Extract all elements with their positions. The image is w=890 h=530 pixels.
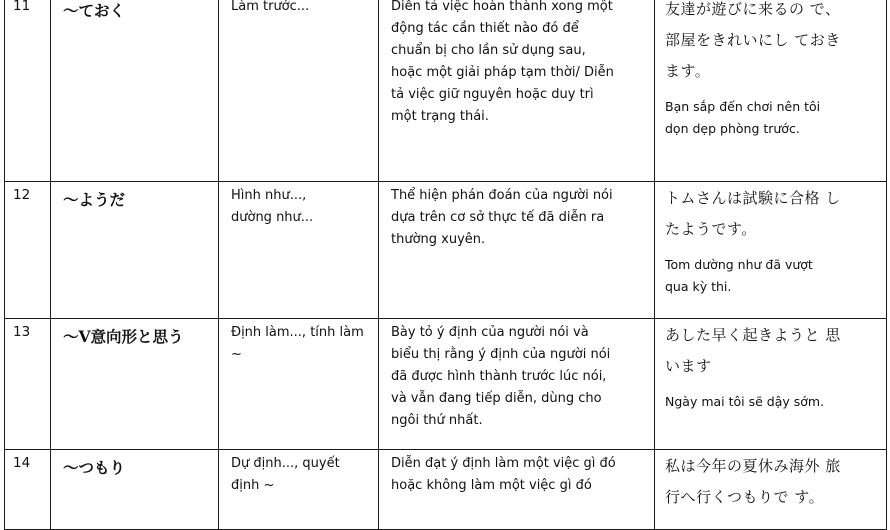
- table-row: [5, 182, 887, 319]
- row-number-cell: 13: [5, 319, 51, 450]
- explanation-line: thường xuyên.: [391, 232, 486, 247]
- row-number-cell: 12: [5, 182, 51, 319]
- explanation-line: Diễn tả việc hoàn thành xong một: [391, 0, 613, 14]
- meaning-cell: [219, 450, 379, 530]
- explanation-line: Diễn đạt ý định làm một việc gì đó: [391, 456, 616, 471]
- table-row: [5, 0, 887, 182]
- meaning-cell: [219, 0, 379, 182]
- explanation-line: động tác cần thiết nào đó để: [391, 21, 579, 36]
- meaning-line: ~: [231, 347, 242, 362]
- explanation-cell: [379, 0, 655, 182]
- explanation-line: một trạng thái.: [391, 109, 489, 124]
- explanation-line: ngôi thứ nhất.: [391, 413, 483, 428]
- example-japanese: 友達が遊びに来るの で、 部屋をきれいにし ておき ます。: [665, 0, 841, 80]
- explanation-cell: [379, 182, 655, 319]
- meaning-line: Định làm..., tính làm: [231, 325, 364, 340]
- example-cell: [655, 0, 887, 182]
- example-cell: [655, 450, 887, 530]
- grammar-pattern-cell: ～つもり: [51, 450, 219, 530]
- grammar-table: [4, 0, 887, 530]
- explanation-line: chuẩn bị cho lần sử dụng sau,: [391, 43, 586, 58]
- meaning-cell: [219, 182, 379, 319]
- explanation-cell: [379, 450, 655, 530]
- example-japanese: 私は今年の夏休み海外 旅 行へ行くつもりで す。: [665, 457, 841, 506]
- example-vietnamese: Ngày mai tôi sẽ dậy sớm.: [665, 394, 825, 409]
- grammar-pattern-cell: ～ようだ: [51, 182, 219, 319]
- example-japanese: トムさんは試験に合格 し たようです。: [665, 189, 841, 238]
- explanation-line: hoặc một giải pháp tạm thời/ Diễn: [391, 65, 614, 80]
- meaning-line: định ~: [231, 478, 275, 493]
- explanation-line: dựa trên cơ sở thực tế đã diễn ra: [391, 210, 605, 225]
- meaning-line: Dự định..., quyết: [231, 456, 340, 471]
- explanation-line: và vẫn đang tiếp diễn, dùng cho: [391, 391, 602, 406]
- meaning-line: Hình như...,: [231, 188, 307, 203]
- example-vietnamese: Bạn sắp đến chơi nên tôi dọn dẹp phòng trước.: [665, 99, 821, 136]
- meaning-line: Làm trước...: [231, 0, 310, 14]
- grammar-pattern-cell: ～ておく: [51, 0, 219, 182]
- explanation-line: đã được hình thành trước lúc nói,: [391, 369, 607, 384]
- example-cell: [655, 319, 887, 450]
- grammar-pattern-cell: ～V意向形と思う: [51, 319, 219, 450]
- explanation-line: Bày tỏ ý định của người nói và: [391, 325, 589, 340]
- table-row: [5, 450, 887, 530]
- meaning-line: dường như...: [231, 210, 314, 225]
- explanation-line: hoặc không làm một việc gì đó: [391, 478, 592, 493]
- row-number-cell: 11: [5, 0, 51, 182]
- explanation-line: biểu thị rằng ý định của người nói: [391, 347, 611, 362]
- row-number-cell: 14: [5, 450, 51, 530]
- explanation-cell: [379, 319, 655, 450]
- explanation-line: Thể hiện phán đoán của người nói: [391, 188, 613, 203]
- meaning-cell: [219, 319, 379, 450]
- example-japanese: あした早く起きようと 思 います: [665, 326, 841, 375]
- example-cell: [655, 182, 887, 319]
- table-row: [5, 319, 887, 450]
- explanation-line: tả việc giữ nguyên hoặc duy trì: [391, 87, 594, 102]
- example-vietnamese: Tom dường như đã vượt qua kỳ thi.: [665, 257, 813, 294]
